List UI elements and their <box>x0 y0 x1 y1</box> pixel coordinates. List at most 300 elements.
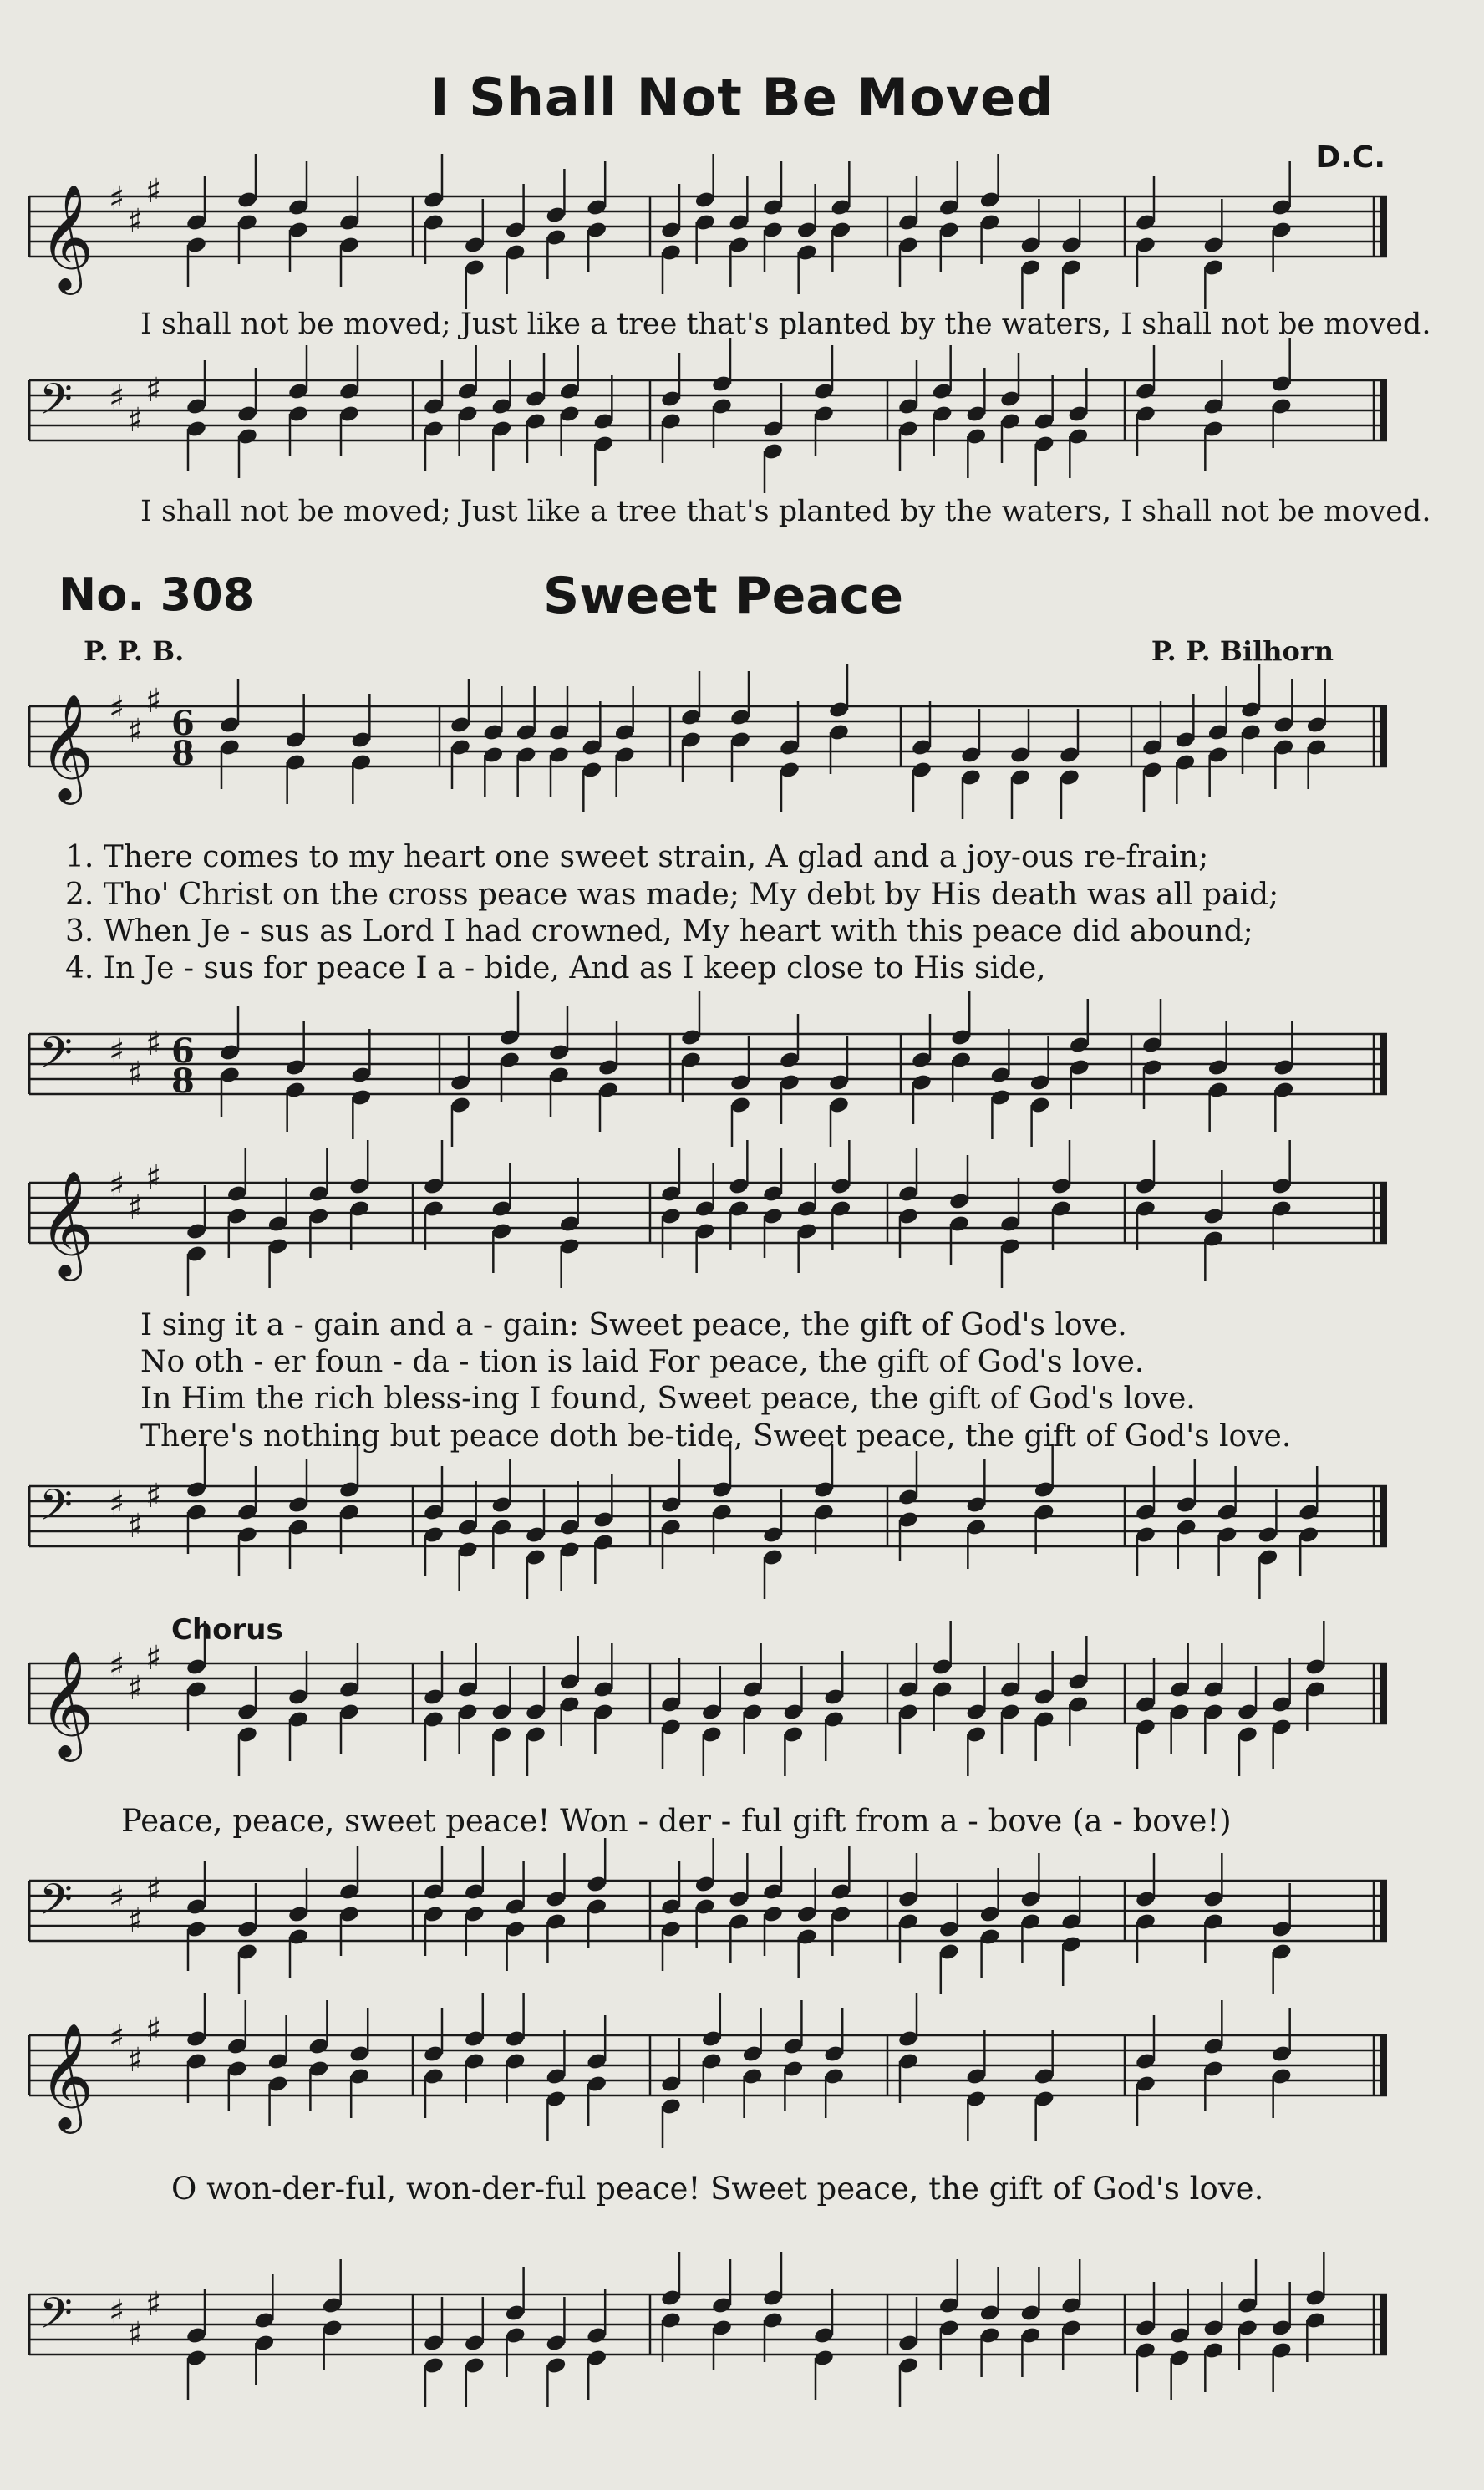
note-icon <box>742 1643 764 1754</box>
note-icon <box>897 2297 919 2407</box>
bass-clef-icon: 𝄢 <box>39 2288 73 2349</box>
note-icon <box>450 1036 471 1147</box>
note-icon <box>1169 2289 1191 2400</box>
svg-text:♯: ♯ <box>109 1879 125 1917</box>
note-icon <box>813 345 835 456</box>
note-icon <box>728 1140 750 1250</box>
treble-clef-icon: 𝄞 <box>39 2022 94 2129</box>
note-icon <box>586 2015 607 2126</box>
note-icon <box>1135 176 1156 287</box>
note-icon <box>779 1014 800 1124</box>
verse1-line2: I sing it a - gain and a - gain: Sweet peace, the gift of God's love. <box>140 1308 1127 1342</box>
svg-text:♯: ♯ <box>109 1484 125 1523</box>
key-signature-icon <box>109 1158 161 1227</box>
note-icon <box>348 2008 370 2118</box>
note-icon <box>728 176 750 287</box>
note-icon <box>1237 2259 1258 2370</box>
note-icon <box>1135 1658 1156 1769</box>
note-icon <box>499 991 521 1102</box>
svg-text:♯: ♯ <box>145 1158 162 1197</box>
note-icon <box>186 1185 207 1296</box>
verse1-line1: 1. There comes to my heart one sweet strain, A glad and a joy-ous re-frain; <box>65 840 1209 874</box>
note-icon <box>1019 199 1041 309</box>
end-barline <box>1380 1034 1387 1094</box>
end-barline <box>1380 1486 1387 1546</box>
note-icon <box>965 368 987 478</box>
note-icon <box>830 161 851 272</box>
note-icon <box>897 176 919 287</box>
note-icon <box>226 2000 248 2111</box>
note-icon <box>525 1666 546 1776</box>
note-icon <box>1237 1666 1258 1776</box>
note-icon <box>338 1444 360 1554</box>
note-icon <box>1271 1883 1293 1994</box>
svg-text:6: 6 <box>171 704 195 743</box>
note-icon <box>586 161 607 272</box>
note-icon <box>948 1155 970 1265</box>
note-icon <box>423 360 445 471</box>
key-signature-icon <box>109 2011 161 2080</box>
note-icon <box>1306 679 1328 789</box>
verse3-line1: 3. When Je - sus as Lord I had crowned, My heart with this peace did abound; <box>65 914 1253 949</box>
note-icon <box>490 1459 512 1569</box>
note-icon <box>1304 1621 1326 1731</box>
note-icon <box>287 345 309 456</box>
svg-text:♯: ♯ <box>145 2285 162 2324</box>
note-icon <box>464 2297 485 2407</box>
note-icon <box>938 1883 960 1994</box>
note-icon <box>1135 1466 1156 1576</box>
note-icon <box>1271 1140 1293 1250</box>
note-icon <box>823 1651 845 1761</box>
note-icon <box>1019 1853 1041 1963</box>
svg-text:♯: ♯ <box>127 202 144 241</box>
note-icon <box>1059 709 1080 819</box>
treble-clef-icon: 𝄞 <box>39 183 94 290</box>
note-icon <box>1060 2259 1082 2370</box>
note-icon <box>516 686 537 797</box>
song1-lyric-treble: I shall not be moved; Just like a tree that's planted by the waters, I shall not be moved. <box>140 308 1431 341</box>
treble-clef-icon: 𝄞 <box>39 1650 94 1757</box>
note-icon <box>1202 360 1224 471</box>
note-icon <box>338 1846 360 1956</box>
note-icon <box>1202 1853 1224 1963</box>
note-icon <box>762 383 784 493</box>
key-signature-icon <box>109 682 161 751</box>
verse2-line1: 2. Tho' Christ on the cross peace was made; My debt by His death was all paid; <box>65 878 1279 912</box>
svg-text:♯: ♯ <box>127 2315 144 2354</box>
note-icon <box>423 1651 445 1761</box>
note-icon <box>1202 199 1224 309</box>
note-icon <box>423 154 445 264</box>
note-icon <box>729 671 751 782</box>
note-icon <box>1304 2252 1326 2362</box>
bass-clef-icon: 𝄢 <box>39 1027 73 1088</box>
end-barline <box>1380 706 1387 766</box>
svg-text:♯: ♯ <box>145 682 162 721</box>
verse3-line2: In Him the rich bless-ing I found, Sweet peace, the gift of God's love. <box>140 1382 1196 1416</box>
system3-bass-staff <box>0 1851 1484 2019</box>
note-icon <box>660 1861 682 1971</box>
note-icon <box>660 2038 682 2148</box>
note-icon <box>813 2289 835 2400</box>
note-icon <box>989 1029 1011 1139</box>
note-icon <box>897 1148 919 1258</box>
note-icon <box>950 991 972 1102</box>
note-icon <box>701 1666 723 1776</box>
chorus-line1: Peace, peace, sweet peace! Won - der - ful gift from a - bove (a - bove!) <box>121 1803 1232 1839</box>
note-icon <box>586 2289 607 2400</box>
note-icon <box>1019 2267 1041 2377</box>
note-icon <box>782 2000 804 2111</box>
note-icon <box>307 2000 329 2111</box>
note-icon <box>762 2252 784 2362</box>
note-icon <box>236 368 258 478</box>
note-icon <box>999 1643 1021 1754</box>
svg-text:♯: ♯ <box>109 2019 125 2057</box>
note-icon <box>1271 1658 1293 1769</box>
end-barline <box>1380 1663 1387 1724</box>
note-icon <box>897 1853 919 1963</box>
note-icon <box>762 161 784 272</box>
note-icon <box>545 1853 567 1963</box>
note-icon <box>762 1489 784 1599</box>
note-icon <box>597 1021 619 1132</box>
svg-text:♯: ♯ <box>127 1902 144 1940</box>
svg-text:♯: ♯ <box>145 371 162 410</box>
note-icon <box>423 1466 445 1576</box>
note-icon <box>457 1643 479 1754</box>
note-icon <box>911 1014 933 1124</box>
note-icon <box>694 1838 716 1948</box>
note-icon <box>979 154 1001 264</box>
note-icon <box>1060 1876 1082 1986</box>
note-icon <box>525 1489 546 1599</box>
hymn-title: Sweet Peace <box>543 567 904 625</box>
bass-clef-icon: 𝄢 <box>39 374 73 435</box>
note-icon <box>711 1444 733 1554</box>
note-icon <box>660 353 682 463</box>
note-icon <box>813 1444 835 1554</box>
note-icon <box>457 1481 479 1591</box>
end-barline <box>1380 196 1387 257</box>
note-icon <box>1135 2282 1156 2392</box>
note-icon <box>1067 368 1089 478</box>
note-icon <box>548 686 570 797</box>
note-icon <box>1034 1651 1055 1761</box>
note-icon <box>932 345 953 456</box>
note-icon <box>1207 1021 1229 1132</box>
note-icon <box>1050 1140 1072 1250</box>
note-icon <box>287 1459 309 1569</box>
note-icon <box>307 1148 329 1258</box>
note-icon <box>796 184 818 294</box>
system1-bass-staff <box>0 999 1484 1166</box>
note-icon <box>186 2289 207 2400</box>
key-signature-icon <box>109 2285 161 2354</box>
note-icon <box>186 176 207 287</box>
system2-treble-staff <box>0 1153 1484 1321</box>
note-icon <box>581 701 602 812</box>
svg-text:8: 8 <box>171 1062 195 1101</box>
note-icon <box>236 1666 258 1776</box>
note-icon <box>1034 375 1055 486</box>
note-icon <box>660 184 682 294</box>
staff-lines <box>29 380 1387 440</box>
verse4-line1: 4. In Je - sus for peace I a - bide, And as I keep close to His side, <box>65 951 1046 985</box>
note-icon <box>1202 2282 1224 2392</box>
note-icon <box>236 154 258 264</box>
key-signature-icon <box>109 172 161 241</box>
note-icon <box>938 2259 960 2370</box>
note-icon <box>186 1444 207 1554</box>
note-icon <box>660 1148 682 1258</box>
note-icon <box>680 671 702 782</box>
system1-treble-staff <box>0 677 1484 844</box>
note-icon <box>186 360 207 471</box>
note-icon <box>545 2030 567 2141</box>
song1-title: I Shall Not Be Moved <box>429 67 1055 128</box>
note-icon <box>423 1140 445 1250</box>
note-icon <box>1135 1140 1156 1250</box>
note-icon <box>614 686 636 797</box>
svg-text:♯: ♯ <box>127 1189 144 1227</box>
bass-clef-icon: 𝄢 <box>39 1479 73 1540</box>
svg-text:♯: ♯ <box>127 1507 144 1545</box>
note-icon <box>897 1643 919 1754</box>
note-icon <box>1257 1489 1278 1599</box>
note-icon <box>660 1658 682 1769</box>
note-icon <box>1271 2282 1293 2392</box>
note-icon <box>287 161 309 272</box>
note-icon <box>1029 1036 1051 1147</box>
staff-lines <box>29 1486 1387 1546</box>
note-icon <box>828 1036 850 1147</box>
note-icon <box>287 1868 309 1978</box>
note-icon <box>711 338 733 448</box>
note-icon <box>490 360 512 471</box>
note-icon <box>1034 2030 1055 2141</box>
svg-text:♯: ♯ <box>109 379 125 417</box>
note-icon <box>545 2297 567 2407</box>
note-icon <box>219 679 241 789</box>
note-icon <box>505 2267 526 2377</box>
note-icon <box>490 1666 512 1776</box>
note-icon <box>545 169 567 279</box>
treble-clef-icon: 𝄞 <box>39 693 94 800</box>
key-signature-icon <box>109 1871 161 1940</box>
svg-text:♯: ♯ <box>127 2041 144 2080</box>
note-icon <box>762 1846 784 1956</box>
note-icon <box>1271 2008 1293 2118</box>
note-icon <box>680 991 702 1102</box>
note-icon <box>1207 686 1229 797</box>
svg-text:♯: ♯ <box>127 712 144 751</box>
note-icon <box>267 1178 289 1288</box>
svg-text:♯: ♯ <box>145 1639 162 1678</box>
chorus-line2: O won-der-ful, won-der-ful peace! Sweet peace, the gift of God's love. <box>171 2171 1264 2207</box>
note-icon <box>1273 1021 1294 1132</box>
note-icon <box>965 1666 987 1776</box>
note-icon <box>1067 1636 1089 1746</box>
note-icon <box>742 2008 764 2118</box>
song1-lyric-bass: I shall not be moved; Just like a tree that's planted by the waters, I shall not be moved. <box>140 495 1431 528</box>
end-barline <box>1380 1183 1387 1243</box>
svg-text:♯: ♯ <box>109 2293 125 2331</box>
note-icon <box>219 1006 241 1117</box>
note-icon <box>267 2015 289 2126</box>
system4-bass-staff <box>0 2265 1484 2432</box>
words-credit: P. P. B. <box>84 635 185 667</box>
note-icon <box>423 2297 445 2407</box>
note-icon <box>338 1643 360 1754</box>
svg-text:♯: ♯ <box>145 2011 162 2050</box>
note-icon <box>505 1861 526 1971</box>
note-icon <box>979 1868 1001 1978</box>
note-icon <box>1271 338 1293 448</box>
note-icon <box>592 375 614 486</box>
note-icon <box>1169 1643 1191 1754</box>
time-signature <box>171 704 195 773</box>
note-icon <box>186 1861 207 1971</box>
end-barline <box>1380 1881 1387 1941</box>
note-icon <box>999 1178 1021 1288</box>
note-icon <box>236 1883 258 1994</box>
note-icon <box>348 1140 370 1250</box>
note-icon <box>762 1148 784 1258</box>
note-icon <box>979 2267 1001 2377</box>
note-icon <box>729 1036 751 1147</box>
note-icon <box>823 2008 845 2118</box>
key-signature-icon <box>109 371 161 440</box>
note-icon <box>505 184 526 294</box>
note-icon <box>559 1178 581 1288</box>
bass-clef-icon: 𝄢 <box>39 1874 73 1935</box>
note-icon <box>965 2030 987 2141</box>
note-icon <box>1069 999 1090 1109</box>
end-barline <box>1380 2294 1387 2355</box>
note-icon <box>728 1853 750 1963</box>
note-icon <box>711 2259 733 2370</box>
key-signature-icon <box>109 1639 161 1708</box>
note-icon <box>965 1459 987 1569</box>
svg-text:♯: ♯ <box>109 1647 125 1685</box>
note-icon <box>1273 679 1294 789</box>
svg-text:♯: ♯ <box>109 690 125 728</box>
note-icon <box>1135 2015 1156 2126</box>
note-icon <box>592 1643 614 1754</box>
staff-lines <box>29 1034 1387 1094</box>
note-icon <box>796 1868 818 1978</box>
note-icon <box>897 1451 919 1561</box>
note-icon <box>338 345 360 456</box>
svg-text:♯: ♯ <box>127 1055 144 1093</box>
note-icon <box>1034 1444 1055 1554</box>
note-icon <box>1141 701 1163 812</box>
note-icon <box>525 353 546 463</box>
note-icon <box>999 353 1021 463</box>
note-icon <box>830 1846 851 1956</box>
note-icon <box>548 1006 570 1117</box>
note-icon <box>938 161 960 272</box>
note-icon <box>350 1029 372 1139</box>
key-signature-icon <box>109 1025 161 1093</box>
note-icon <box>450 679 471 789</box>
note-icon <box>1135 345 1156 456</box>
note-icon <box>1174 694 1196 804</box>
svg-text:8: 8 <box>171 734 195 773</box>
svg-text:♯: ♯ <box>145 1025 162 1063</box>
note-icon <box>1271 161 1293 272</box>
note-icon <box>897 360 919 471</box>
note-icon <box>911 701 933 812</box>
note-icon <box>779 701 800 812</box>
hymn-number: No. 308 <box>58 568 255 621</box>
system3-treble-staff <box>0 1638 1484 1805</box>
note-icon <box>236 1466 258 1576</box>
svg-text:♯: ♯ <box>109 1166 125 1204</box>
svg-text:♯: ♯ <box>109 180 125 218</box>
note-icon <box>1135 1853 1156 1963</box>
time-signature <box>171 1031 195 1101</box>
note-icon <box>350 694 372 804</box>
staff-lines <box>29 2294 1387 2355</box>
note-icon <box>423 1846 445 1956</box>
note-icon <box>287 1651 309 1761</box>
note-icon <box>338 176 360 287</box>
note-icon <box>660 2252 682 2362</box>
svg-text:♯: ♯ <box>109 1032 125 1071</box>
note-icon <box>1060 199 1082 309</box>
verse4-line2: There's nothing but peace doth be-tide, Sweet peace, the gift of God's love. <box>140 1419 1292 1454</box>
note-icon <box>482 686 504 797</box>
note-icon <box>423 2008 445 2118</box>
note-icon <box>694 154 716 264</box>
note-icon <box>1217 1466 1238 1576</box>
note-icon <box>457 345 479 456</box>
svg-text:♯: ♯ <box>127 401 144 440</box>
chorus-label: Chorus <box>171 1613 283 1647</box>
music-credit: P. P. Bilhorn <box>1151 635 1334 667</box>
system2-bass-staff <box>0 1454 1484 1622</box>
note-icon <box>782 1666 804 1776</box>
note-icon <box>1298 1466 1319 1576</box>
note-icon <box>960 709 982 819</box>
note-icon <box>828 664 850 774</box>
dc-mark: D.C. <box>1315 140 1385 175</box>
end-barline <box>1380 380 1387 440</box>
note-icon <box>830 1140 851 1250</box>
verse2-line2: No oth - er foun - da - tion is laid For peace, the gift of God's love. <box>140 1345 1145 1379</box>
treble-clef-icon: 𝄞 <box>39 1169 94 1276</box>
svg-text:♯: ♯ <box>127 1669 144 1708</box>
note-icon <box>285 1021 307 1132</box>
system4-treble-staff <box>0 2010 1484 2177</box>
svg-text:6: 6 <box>171 1031 195 1071</box>
note-icon <box>490 1163 512 1273</box>
note-icon <box>559 1481 581 1591</box>
note-icon <box>694 1163 716 1273</box>
svg-text:♯: ♯ <box>145 1871 162 1910</box>
end-barline <box>1380 2035 1387 2095</box>
note-icon <box>464 199 485 309</box>
note-icon <box>660 1459 682 1569</box>
note-icon <box>322 2259 343 2370</box>
svg-text:♯: ♯ <box>145 1477 162 1515</box>
note-icon <box>559 1636 581 1746</box>
note-icon <box>464 1846 485 1956</box>
note-icon <box>253 2274 275 2385</box>
